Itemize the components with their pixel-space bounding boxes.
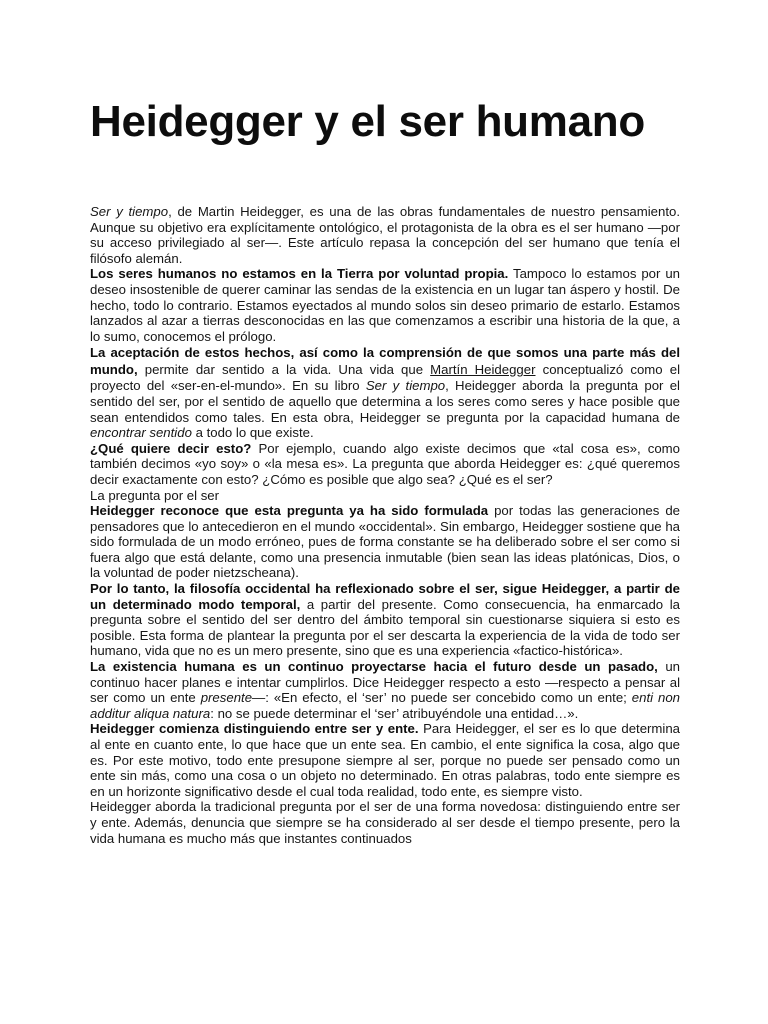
article-body bbox=[90, 204, 680, 846]
paragraph-text: , Heidegger aborda la pregunta por el sentido del ser, por el sentido de aquello que determina a los seres como seres y hace posible que sean entendidos como tales. En esta obra, Heidegger se pregunta por la capacidad humana de bbox=[90, 378, 680, 425]
latin-phrase: enti non additur aliqua natura bbox=[90, 690, 681, 721]
book-title-italic: Ser y tiempo bbox=[365, 378, 446, 394]
paragraph-lead: Heidegger reconoce que esta pregunta ya ha sido formulada bbox=[90, 503, 489, 519]
paragraph-closing: Heidegger aborda la tradicional pregunta por el ser de una forma novedosa: distinguiendo entre ser y ente. Además, denuncia que siempre se ha considerado al ser desde el tiempo presente, pero la vida humana es mucho más que instantes continuados bbox=[90, 799, 680, 846]
paragraph-lead: La aceptación de estos hechos, así como la comprensión de que somos una parte más del mundo, bbox=[90, 345, 680, 378]
paragraph-acceptance bbox=[90, 344, 680, 440]
paragraph-lead: La existencia humana es un continuo proyectarse hacia el futuro desde un pasado, bbox=[90, 659, 658, 675]
paragraph-lead: Heidegger comienza distinguiendo entre ser y ente. bbox=[90, 721, 419, 737]
document-title: Heidegger y el ser humano bbox=[90, 97, 645, 146]
paragraph-existence bbox=[90, 659, 680, 721]
document-page bbox=[90, 0, 680, 1024]
paragraph-being-entity bbox=[90, 721, 680, 799]
paragraph-text: Para Heidegger, el ser es lo que determina al ente en cuanto ente, lo que hace que un ente sea. En cambio, el ente significa la cosa, algo que es. Por este motivo, todo ente presupone siempre al ser, porque no puede ser pensado como un ente sin más, como una cosa o un objeto no determinado. En otras palabras, todo ente siempre es en un horizonte significativo desde el cual toda realidad, todo ente, es siempre visto. bbox=[90, 721, 681, 799]
paragraph-lead: Los seres humanos no estamos en la Tierra por voluntad propia. bbox=[90, 266, 509, 282]
paragraph-text: : no se puede determinar el ‘ser’ atribuyéndole una entidad…». bbox=[210, 705, 579, 721]
paragraph-lead: ¿Qué quiere decir esto? bbox=[90, 440, 252, 456]
paragraph-question bbox=[90, 441, 680, 488]
book-title-italic: Ser y tiempo bbox=[90, 204, 169, 219]
paragraph-text: a partir del presente. Como consecuencia, ha enmarcado la pregunta sobre el sentido del ser dentro del ámbito temporal sin cuestionarse siquiera si esto es posible. Esta forma de plantear la pregunta por el ser descarta la experiencia de la vida de todo ser humano, vida que no es un mero presente, sino que es una experiencia «factico-histórica». bbox=[90, 596, 680, 659]
paragraph-text: Por ejemplo, cuando algo existe decimos que «tal cosa es», como también decimos «yo soy» o «la mesa es». La pregunta que aborda Heidegger es: ¿qué queremos decir exactamente con esto? ¿Cómo es posible que algo sea? ¿Qué es el ser? bbox=[90, 440, 681, 487]
paragraph-formulated bbox=[90, 503, 680, 581]
paragraph-intro bbox=[90, 204, 680, 266]
paragraph-text: conceptualizó como el proyecto del «ser-en-el-mundo». En su libro bbox=[90, 362, 680, 394]
paragraph-text: Tampoco lo estamos por un deseo insostenible de querer caminar las sendas de la existencia en un lugar tan áspero y hostil. De hecho, todo lo contrario. Estamos eyectados al mundo solos sin deseo primario de estarlo. Estamos lanzados al azar a tierras desconocidas en las que comenzamos a escribir una historia de la que, a lo sumo, conocemos el prólogo. bbox=[90, 266, 680, 344]
paragraph-text: —: «En efecto, el ‘ser’ no puede ser concebido como un ente; bbox=[252, 690, 632, 706]
paragraph-thrown bbox=[90, 266, 680, 344]
paragraph-text: por todas las generaciones de pensadores que lo antecedieron en el mundo «occidental». Sin embargo, Heidegger sostiene que ha sido formulada de un modo erróneo, pues de forma constante se ha deliberado sobre el ser como si fuera algo que está delante, como una presencia inmutable (bien sean las ideas platónicas, Dios, o la voluntad de poder nietzscheana). bbox=[90, 503, 680, 581]
paragraph-western-philosophy bbox=[90, 581, 680, 659]
heidegger-link[interactable]: Martín Heidegger bbox=[430, 362, 536, 378]
paragraph-text: , de Martin Heidegger, es una de las obras fundamentales de nuestro pensamiento. Aunque su objetivo era explícitamente ontológico, el protagonista de la obra es el ser humano —por su acceso privilegiado al ser—. Este artículo repasa la concepción del ser humano que tenía el filósofo alemán. bbox=[90, 204, 680, 266]
italic-phrase: encontrar sentido bbox=[90, 425, 192, 441]
italic-phrase: presente bbox=[200, 690, 253, 706]
paragraph-text: permite dar sentido a la vida. Una vida que bbox=[137, 362, 431, 378]
paragraph-lead: Por lo tanto, la filosofía occidental ha reflexionado sobre el ser, sigue Heidegger, a partir de un determinado modo temporal, bbox=[90, 581, 680, 612]
paragraph-text: un continuo hacer planes e intentar cumplirlos. Dice Heidegger respecto a esto —respecto a pensar al ser como un ente bbox=[90, 659, 680, 706]
section-subheading: La pregunta por el ser bbox=[90, 487, 220, 503]
paragraph-text: a todo lo que existe. bbox=[191, 425, 314, 441]
